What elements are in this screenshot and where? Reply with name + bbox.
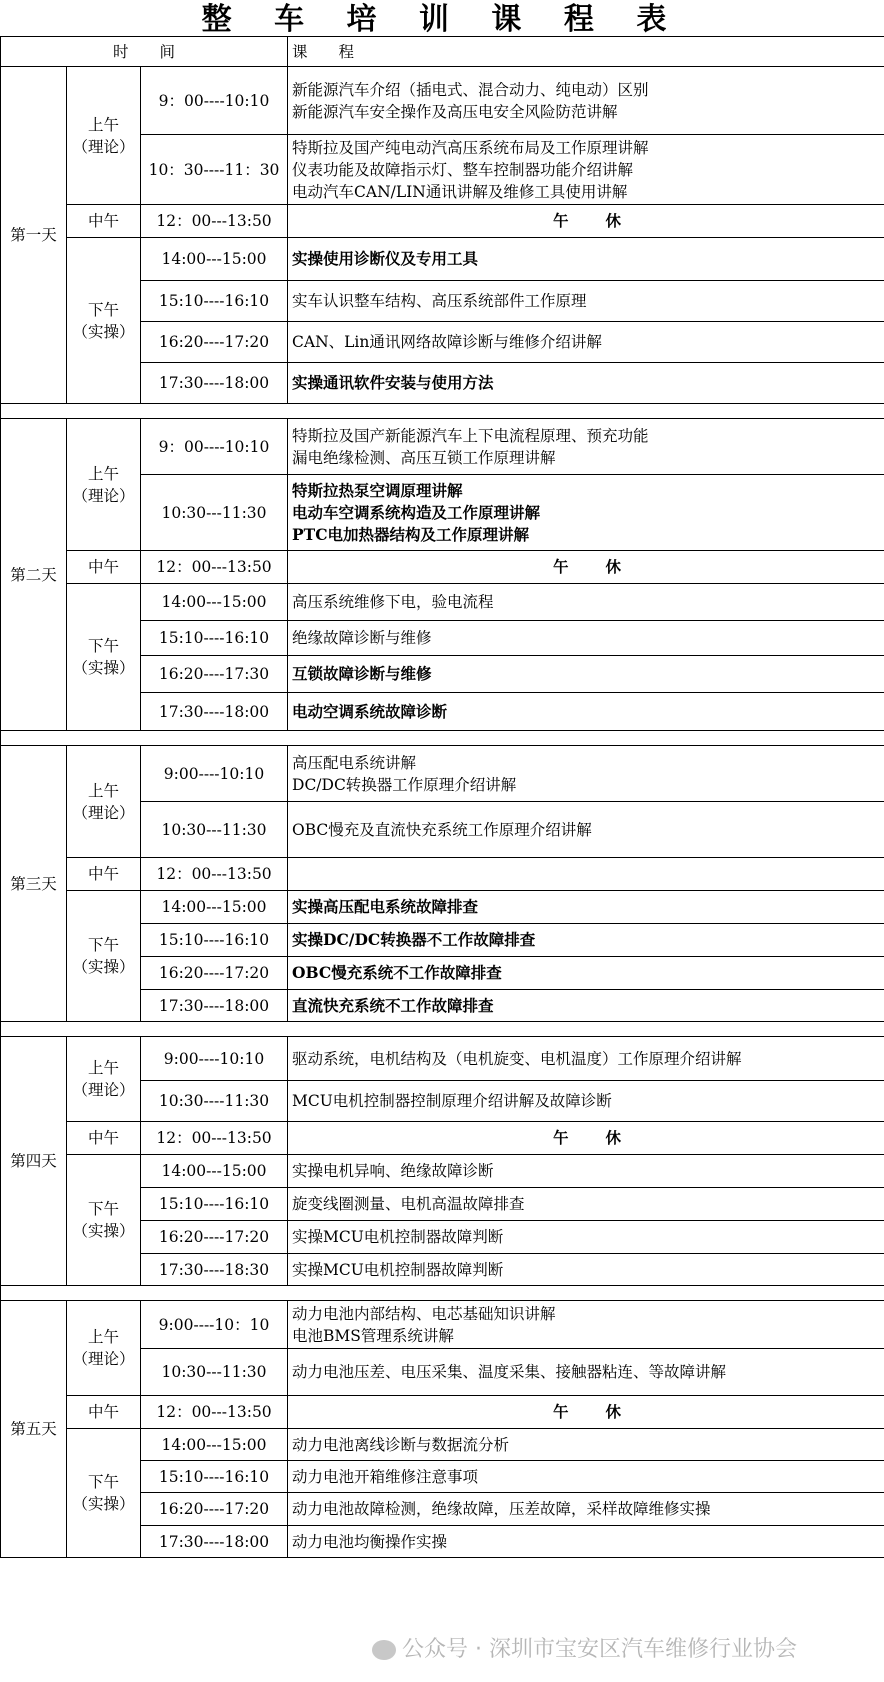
time-cell: 14:00---15:00 <box>141 1429 288 1461</box>
course-line: 实车认识整车结构、高压系统部件工作原理 <box>292 292 587 310</box>
time-cell: 15:10----16:10 <box>141 1188 288 1221</box>
pm-label-line: 下午 <box>87 1200 119 1218</box>
am-label <box>67 746 141 858</box>
time-cell: 9：00----10:10 <box>141 419 288 475</box>
schedule-table <box>0 36 884 1558</box>
course-line: 新能源汽车安全操作及高压电安全风险防范讲解 <box>292 102 618 121</box>
am-label-sub: （理论） <box>72 1081 135 1099</box>
time-cell: 9:00----10:10 <box>141 1037 288 1081</box>
am-label-line: 上午 <box>87 115 119 134</box>
rest-cell: 午 休 <box>288 1122 884 1155</box>
course-line: DC/DC转换器工作原理介绍讲解 <box>292 775 517 794</box>
course-cell <box>288 924 884 957</box>
time-cell: 10:30---11:30 <box>141 802 288 858</box>
table-row <box>1 419 884 475</box>
noon-label: 中午 <box>67 858 141 891</box>
am-label-line: 上午 <box>87 1059 119 1077</box>
time-cell: 16:20----17:30 <box>141 656 288 693</box>
am-label <box>67 419 141 551</box>
table-row <box>1 858 884 891</box>
course-cell <box>288 802 884 858</box>
pm-label-sub: （实操） <box>72 1495 135 1513</box>
course-cell <box>288 746 884 802</box>
course-line: 动力电池均衡操作实操 <box>292 1532 448 1551</box>
course-cell <box>288 281 884 322</box>
course-cell <box>288 67 884 135</box>
pm-label-line: 下午 <box>87 300 119 319</box>
time-cell: 15:10----16:10 <box>141 1461 288 1493</box>
course-cell <box>288 238 884 281</box>
table-row <box>1 1155 884 1188</box>
course-cell <box>288 1155 884 1188</box>
spacer-row <box>1 404 884 419</box>
am-label <box>67 1301 141 1396</box>
time-cell: 12：00---13:50 <box>141 551 288 584</box>
am-label-line: 上午 <box>87 781 119 800</box>
day-label: 第三天 <box>1 746 67 1022</box>
table-row <box>1 1396 884 1429</box>
course-line: 电动汽车CAN/LIN通讯讲解及维修工具使用讲解 <box>292 182 628 201</box>
course-cell <box>288 891 884 924</box>
day-label: 第一天 <box>1 67 67 404</box>
time-cell: 16:20----17:20 <box>141 957 288 990</box>
course-cell <box>288 363 884 404</box>
course-cell <box>288 621 884 656</box>
course-line: 特斯拉及国产纯电动汽高压系统布局及工作原理讲解 <box>292 138 649 157</box>
course-cell <box>288 1254 884 1286</box>
time-cell: 17:30----18:00 <box>141 693 288 731</box>
course-line: 动力电池开箱维修注意事项 <box>292 1467 479 1486</box>
course-cell <box>288 1301 884 1349</box>
course-cell <box>288 957 884 990</box>
time-cell: 16:20----17:20 <box>141 1493 288 1526</box>
am-label-line: 上午 <box>87 464 119 483</box>
course-line: 互锁故障诊断与维修 <box>292 664 432 683</box>
course-line: 实操电机异响、绝缘故障诊断 <box>292 1162 494 1180</box>
time-cell: 10：30----11：30 <box>141 135 288 205</box>
course-cell <box>288 693 884 731</box>
course-line: 实操MCU电机控制器故障判断 <box>292 1228 504 1246</box>
course-cell <box>288 135 884 205</box>
course-cell <box>288 419 884 475</box>
am-label <box>67 1037 141 1122</box>
rest-cell: 午 休 <box>288 1396 884 1429</box>
course-cell <box>288 1081 884 1122</box>
rest-cell: 午 休 <box>288 205 884 238</box>
course-cell <box>288 1493 884 1526</box>
time-cell: 10:30---11:30 <box>141 475 288 551</box>
course-line: 实操高压配电系统故障排查 <box>292 897 479 916</box>
course-line: OBC慢充系统不工作故障排查 <box>292 963 502 982</box>
table-row <box>1 1301 884 1349</box>
course-line: 实操通讯软件安装与使用方法 <box>292 373 494 392</box>
spacer-cell <box>1 731 884 746</box>
time-cell: 17:30----18:30 <box>141 1254 288 1286</box>
time-cell: 10:30---11:30 <box>141 1349 288 1396</box>
course-line: 电池BMS管理系统讲解 <box>292 1326 454 1345</box>
time-cell: 16:20----17:20 <box>141 1221 288 1254</box>
pm-label-line: 下午 <box>87 1473 119 1491</box>
course-line: 动力电池离线诊断与数据流分析 <box>292 1435 510 1454</box>
table-row <box>1 238 884 281</box>
day-label: 第二天 <box>1 419 67 731</box>
time-cell: 14:00---15:00 <box>141 584 288 621</box>
course-line: 动力电池压差、电压采集、温度采集、接触器粘连、等故障讲解 <box>292 1363 727 1381</box>
time-cell: 15:10----16:10 <box>141 281 288 322</box>
pm-label <box>67 1429 141 1558</box>
time-cell: 9:00----10:10 <box>141 746 288 802</box>
spacer-cell <box>1 404 884 419</box>
wechat-logo-icon <box>372 1640 396 1660</box>
course-cell <box>288 656 884 693</box>
table-row <box>1 551 884 584</box>
table-row <box>1 891 884 924</box>
course-line: 新能源汽车介绍（插电式、混合动力、纯电动）区别 <box>292 80 649 99</box>
course-cell <box>288 1461 884 1493</box>
course-line: 电动空调系统故障诊断 <box>292 701 448 721</box>
pm-label-sub: （实操） <box>72 958 135 976</box>
time-cell: 9:00----10：10 <box>141 1301 288 1349</box>
course-cell <box>288 475 884 551</box>
course-line: 动力电池故障检测，绝缘故障，压差故障，采样故障维修实操 <box>292 1500 711 1518</box>
time-cell: 14:00---15:00 <box>141 891 288 924</box>
am-label-sub: （理论） <box>72 137 135 156</box>
table-row <box>1 584 884 621</box>
course-line: OBC慢充及直流快充系统工作原理介绍讲解 <box>292 820 592 839</box>
course-line: 仪表功能及故障指示灯、整车控制器功能介绍讲解 <box>292 160 634 179</box>
course-line: 动力电池内部结构、电芯基础知识讲解 <box>292 1304 556 1323</box>
time-cell: 14:00---15:00 <box>141 238 288 281</box>
time-cell: 12：00---13:50 <box>141 1396 288 1429</box>
table-row <box>1 205 884 238</box>
noon-label: 中午 <box>67 551 141 584</box>
rest-cell: 午 休 <box>288 551 884 584</box>
noon-label: 中午 <box>67 205 141 238</box>
course-cell <box>288 322 884 363</box>
course-line: PTC电加热器结构及工作原理讲解 <box>292 524 530 544</box>
time-cell: 16:20----17:20 <box>141 322 288 363</box>
header-course: 课 程 <box>288 37 884 67</box>
course-line: 特斯拉及国产新能源汽车上下电流程原理、预充功能 <box>292 426 649 445</box>
am-label-line: 上午 <box>87 1328 119 1346</box>
time-cell: 12：00---13:50 <box>141 205 288 238</box>
time-cell: 12：00---13:50 <box>141 858 288 891</box>
pm-label-sub: （实操） <box>72 659 135 677</box>
spacer-cell <box>1 1022 884 1037</box>
day-label: 第四天 <box>1 1037 67 1286</box>
time-cell: 17:30----18:00 <box>141 990 288 1022</box>
am-label-sub: （理论） <box>72 803 135 822</box>
time-cell: 9：00----10:10 <box>141 67 288 135</box>
am-label <box>67 67 141 205</box>
time-cell: 14:00---15:00 <box>141 1155 288 1188</box>
course-line: 高压配电系统讲解 <box>292 753 417 772</box>
header-time: 时 间 <box>1 37 288 67</box>
table-row <box>1 746 884 802</box>
spacer-row <box>1 731 884 746</box>
am-label-sub: （理论） <box>72 1350 135 1368</box>
time-cell: 17:30----18:00 <box>141 363 288 404</box>
course-line: MCU电机控制器控制原理介绍讲解及故障诊断 <box>292 1092 612 1110</box>
course-line: 实操使用诊断仪及专用工具 <box>292 249 479 268</box>
course-cell <box>288 1526 884 1558</box>
course-cell <box>288 990 884 1022</box>
course-cell <box>288 1221 884 1254</box>
course-cell <box>288 1188 884 1221</box>
pm-label-line: 下午 <box>87 936 119 954</box>
course-cell <box>288 1349 884 1396</box>
pm-label <box>67 238 141 404</box>
noon-label: 中午 <box>67 1396 141 1429</box>
spacer-row <box>1 1022 884 1037</box>
course-line: CAN、Lin通讯网络故障诊断与维修介绍讲解 <box>292 333 602 351</box>
time-cell: 12：00---13:50 <box>141 1122 288 1155</box>
rest-cell <box>288 858 884 891</box>
schedule-body <box>1 37 884 1558</box>
course-line: 高压系统维修下电，验电流程 <box>292 593 494 611</box>
pm-label <box>67 584 141 731</box>
course-line: 直流快充系统不工作故障排查 <box>292 995 494 1015</box>
spacer-cell <box>1 1286 884 1301</box>
header-row <box>1 37 884 67</box>
table-row <box>1 1037 884 1081</box>
course-line: 特斯拉热泵空调原理讲解 <box>292 480 463 500</box>
time-cell: 10:30----11:30 <box>141 1081 288 1122</box>
course-cell <box>288 584 884 621</box>
course-line: 驱动系统，电机结构及（电机旋变、电机温度）工作原理介绍讲解 <box>292 1049 742 1068</box>
table-row <box>1 1122 884 1155</box>
spacer-row <box>1 1286 884 1301</box>
pm-label <box>67 1155 141 1286</box>
pm-label-sub: （实操） <box>72 322 135 341</box>
table-row <box>1 67 884 135</box>
course-line: 实操DC/DC转换器不工作故障排查 <box>292 930 536 949</box>
table-row <box>1 1429 884 1461</box>
watermark <box>372 1632 797 1663</box>
time-cell: 17:30----18:00 <box>141 1526 288 1558</box>
am-label-sub: （理论） <box>72 486 135 505</box>
course-line: 绝缘故障诊断与维修 <box>292 629 432 647</box>
course-line: 旋变线圈测量、电机高温故障排查 <box>292 1195 525 1213</box>
page-title: 整 车 培 训 课 程 表 <box>201 2 683 37</box>
time-cell: 15:10----16:10 <box>141 924 288 957</box>
pm-label <box>67 891 141 1022</box>
pm-label-line: 下午 <box>87 637 119 655</box>
noon-label: 中午 <box>67 1122 141 1155</box>
course-cell <box>288 1037 884 1081</box>
course-line: 实操MCU电机控制器故障判断 <box>292 1260 504 1279</box>
course-cell <box>288 1429 884 1461</box>
course-line: 漏电绝缘检测、高压互锁工作原理讲解 <box>292 448 556 467</box>
course-line: 电动车空调系统构造及工作原理讲解 <box>292 502 541 522</box>
pm-label-sub: （实操） <box>72 1222 135 1240</box>
time-cell: 15:10----16:10 <box>141 621 288 656</box>
watermark-text: 公众号 · 深圳市宝安区汽车维修行业协会 <box>402 1637 797 1662</box>
day-label: 第五天 <box>1 1301 67 1558</box>
